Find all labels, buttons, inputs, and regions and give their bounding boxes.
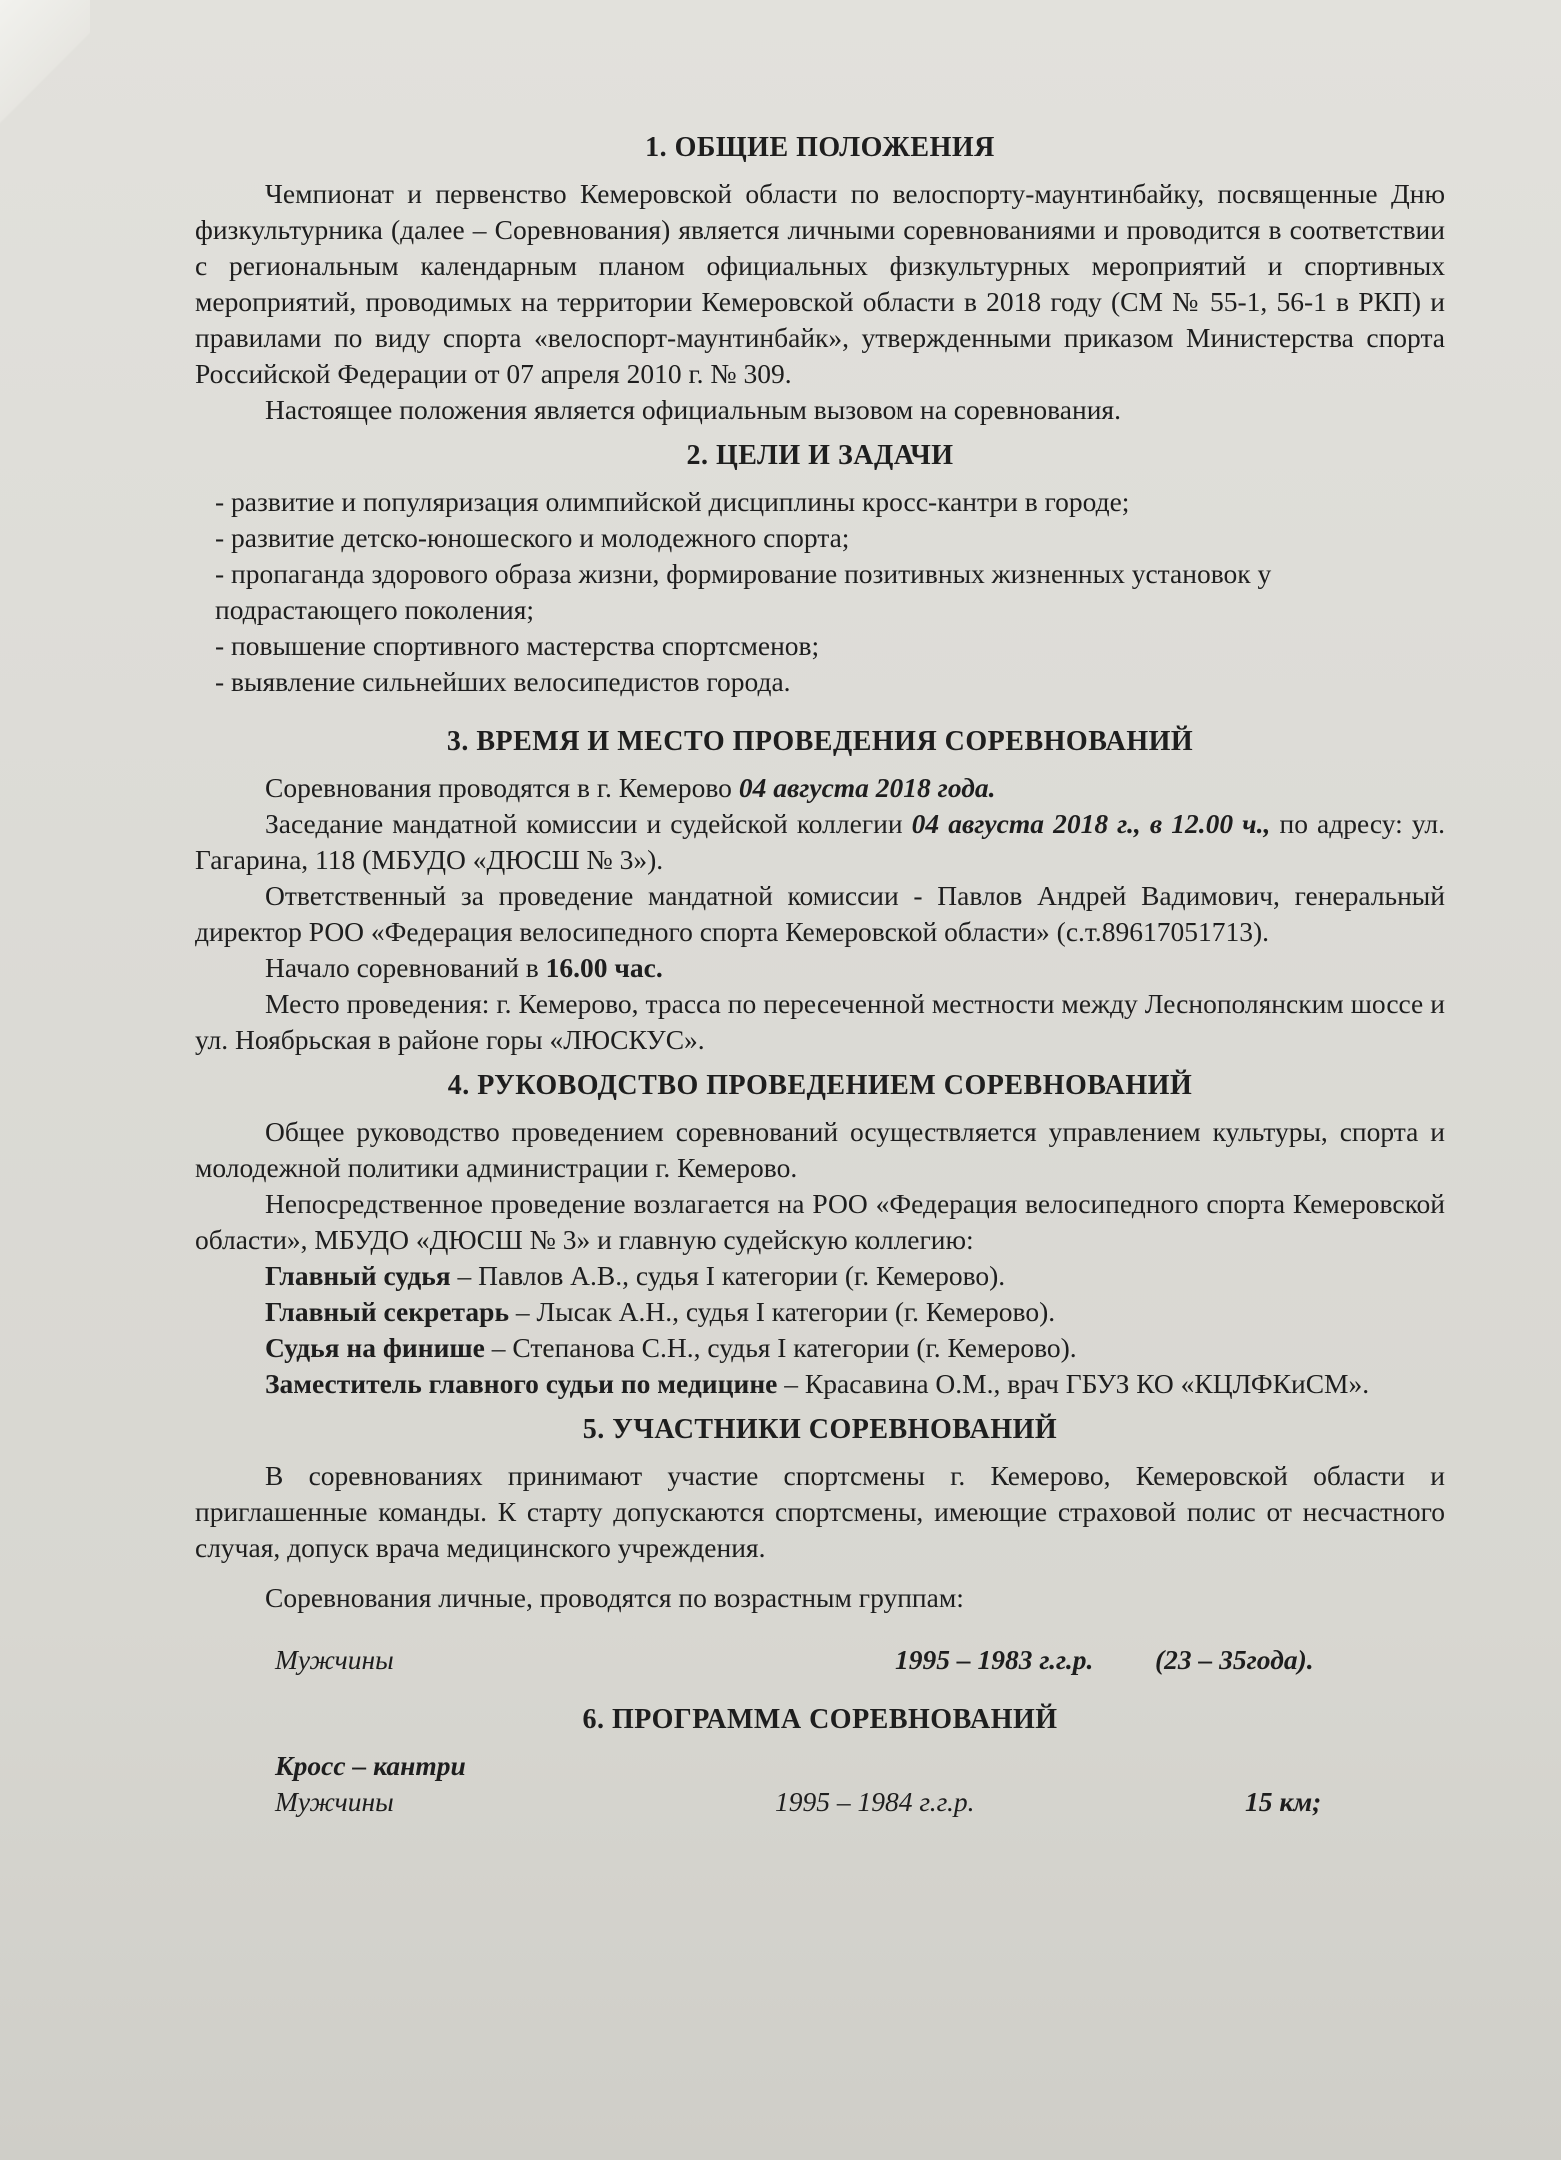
- goals-list: [215, 484, 1445, 700]
- competition-date: 04 августа 2018 года.: [738, 772, 996, 803]
- goal-item: - развитие и популяризация олимпийской дисциплины кросс-кантри в городе;: [215, 486, 1130, 517]
- section-3-paragraph-3: Ответственный за проведение мандатной комиссии - Павлов Андрей Вадимович, генеральный директор РОО «Федерация велосипедного спорта Кемеровской области» (с.т.89617051713).: [195, 880, 1445, 947]
- age-group-name: Мужчины: [275, 1644, 394, 1675]
- section-3-paragraph-5: Место проведения: г. Кемерово, трасса по пересеченной местности между Леснополянским шоссе и ул. Ноябрьская в районе горы «ЛЮСКУС».: [195, 988, 1445, 1055]
- judge-name: – Лысак А.Н., судья I категории (г. Кемерово).: [508, 1296, 1056, 1327]
- program-group: Мужчины: [275, 1786, 394, 1817]
- goal-item: - выявление сильнейших велосипедистов города.: [215, 666, 791, 697]
- goal-item: - повышение спортивного мастерства спортсменов;: [215, 630, 820, 661]
- goal-item: - развитие детско-юношеского и молодежного спорта;: [215, 522, 850, 553]
- judge-role: Заместитель главного судьи по медицине: [265, 1368, 778, 1399]
- age-group-years: 1995 – 1983 г.г.р.: [895, 1644, 1094, 1675]
- section-1-paragraph-2: Настоящее положения является официальным вызовом на соревнования.: [265, 394, 1121, 425]
- judge-role: Судья на финише: [265, 1332, 485, 1363]
- commission-date: 04 августа 2018 г., в 12.00 ч.,: [911, 808, 1271, 839]
- judge-row: [195, 1258, 1445, 1294]
- section-3-paragraph-1: [195, 770, 1445, 806]
- program-row: [195, 1784, 1445, 1820]
- section-3-paragraph-4: [195, 950, 1445, 986]
- judge-role: Главный судья: [265, 1260, 451, 1291]
- judge-name: – Степанова С.Н., судья I категории (г. Кемерово).: [484, 1332, 1077, 1363]
- judge-row: [195, 1330, 1445, 1366]
- folded-corner: [0, 0, 90, 180]
- age-group-age: (23 – 35года).: [1155, 1644, 1314, 1675]
- document-body: [195, 120, 1445, 1820]
- section-6-title: 6. ПРОГРАММА СОРЕВНОВАНИЙ: [582, 1704, 1058, 1735]
- judge-name: – Красавина О.М., врач ГБУЗ КО «КЦЛФКиСМ».: [777, 1368, 1370, 1399]
- commission-text: Заседание мандатной комиссии и судейской коллегии: [265, 808, 912, 839]
- judge-row: [195, 1366, 1445, 1402]
- section-5-paragraph-1: В соревнованиях принимают участие спортсмены г. Кемерово, Кемеровской области и приглашенные команды. К старту допускаются спортсмены, имеющие страховой полис от несчастного случая, допуск врача медицинского учреждения.: [195, 1460, 1445, 1563]
- section-4-paragraph-1: Общее руководство проведением соревнований осуществляется управлением культуры, спорта и молодежной политики администрации г. Кемерово.: [195, 1116, 1445, 1183]
- age-group-row: [195, 1642, 1445, 1678]
- section-1-title: 1. ОБЩИЕ ПОЛОЖЕНИЯ: [645, 132, 995, 163]
- section-4-title: 4. РУКОВОДСТВО ПРОВЕДЕНИЕМ СОРЕВНОВАНИЙ: [447, 1070, 1193, 1101]
- program-years: 1995 – 1984 г.г.р.: [775, 1786, 975, 1817]
- section-2-title: 2. ЦЕЛИ И ЗАДАЧИ: [686, 440, 954, 471]
- commission-address: по адресу: ул. Гагарина, 118 (МБУДО «ДЮСШ № 3»).: [195, 808, 1445, 875]
- section-5-title: 5. УЧАСТНИКИ СОРЕВНОВАНИЙ: [582, 1414, 1058, 1445]
- start-time: 16.00 час.: [545, 952, 663, 983]
- program-distance: 15 км;: [1245, 1786, 1322, 1817]
- competition-date-text: Соревнования проводятся в г. Кемерово: [265, 772, 739, 803]
- judge-name: – Павлов А.В., судья I категории (г. Кемерово).: [450, 1260, 1006, 1291]
- section-5-paragraph-2: Соревнования личные, проводятся по возрастным группам:: [265, 1582, 964, 1613]
- judge-row: [195, 1294, 1445, 1330]
- start-text: Начало соревнований в: [265, 952, 546, 983]
- goal-item: - пропаганда здорового образа жизни, формирование позитивных жизненных установок у подрастающего поколения;: [215, 558, 1272, 625]
- judge-role: Главный секретарь: [265, 1296, 509, 1327]
- section-3-paragraph-2: [195, 806, 1445, 878]
- section-4-paragraph-2: Непосредственное проведение возлагается на РОО «Федерация велосипедного спорта Кемеровской области», МБУДО «ДЮСШ № 3» и главную судейскую коллегию:: [195, 1188, 1445, 1255]
- program-discipline: Кросс – кантри: [275, 1750, 466, 1781]
- section-1-paragraph-1: Чемпионат и первенство Кемеровской области по велоспорту-маунтинбайку, посвященные Дню физкультурника (далее – Соревнования) является личными соревнованиями и проводится в соответствии с региональным календарным планом официальных физкультурных мероприятий и спортивных мероприятий, проводимых на территории Кемеровской области в 2018 году (СМ № 55-1, 56-1 в РКП) и правилами по виду спорта «велоспорт-маунтинбайк», утвержденными приказом Министерства спорта Российской Федерации от 07 апреля 2010 г. № 309.: [195, 178, 1445, 389]
- section-3-title: 3. ВРЕМЯ И МЕСТО ПРОВЕДЕНИЯ СОРЕВНОВАНИЙ: [446, 726, 1194, 757]
